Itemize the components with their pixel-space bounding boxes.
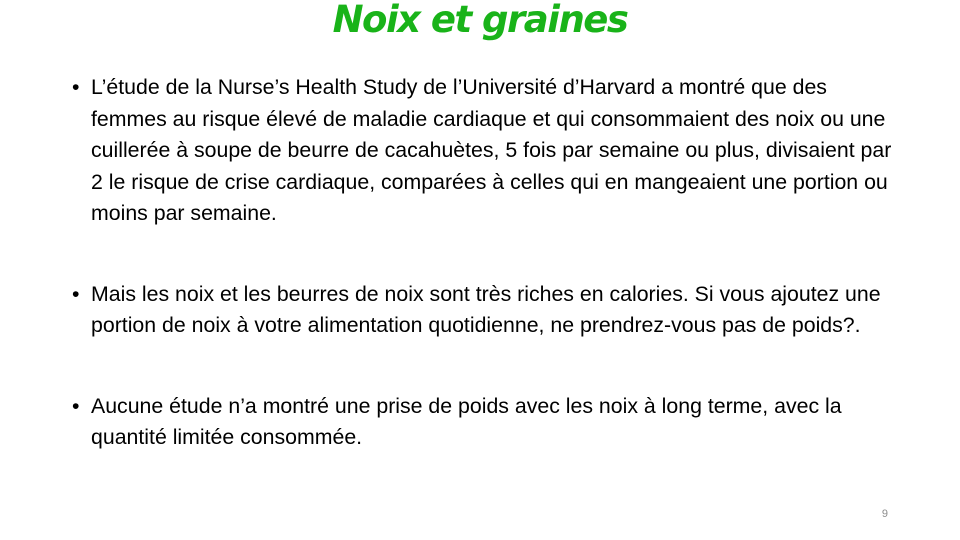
bullet-text: Aucune étude n’a montré une prise de poids avec les noix à long terme, avec la quantité limitée consommée. [91,393,842,449]
bullet-list [72,72,902,454]
bullet-dot-icon: • [72,281,80,306]
bullet-item [72,391,902,454]
bullet-dot-icon: • [72,75,80,99]
bullet-item [72,72,902,230]
bullet-dot-icon: • [72,393,80,418]
slide-title: Noix et graines [332,0,628,41]
bullet-text: Mais les noix et les beurres de noix sont très riches en calories. Si vous ajoutez une portion de noix à votre alimentation quotidienne, ne prendrez-vous pas de poids?. [91,281,881,337]
bullet-item [72,279,902,342]
bullet-text: L’étude de la Nurse’s Health Study de l’Université d’Harvard a montré que des femmes au risque élevé de maladie cardiaque et qui consommaient des noix ou une cuillerée à soupe de beurre de cacahuètes, 5 fois par semaine ou plus, divisaient par 2 le risque de crise cardiaque, comparées à celles qui en mangeaient une portion ou moins par semaine. [91,75,892,225]
page-number: 9 [881,508,888,520]
